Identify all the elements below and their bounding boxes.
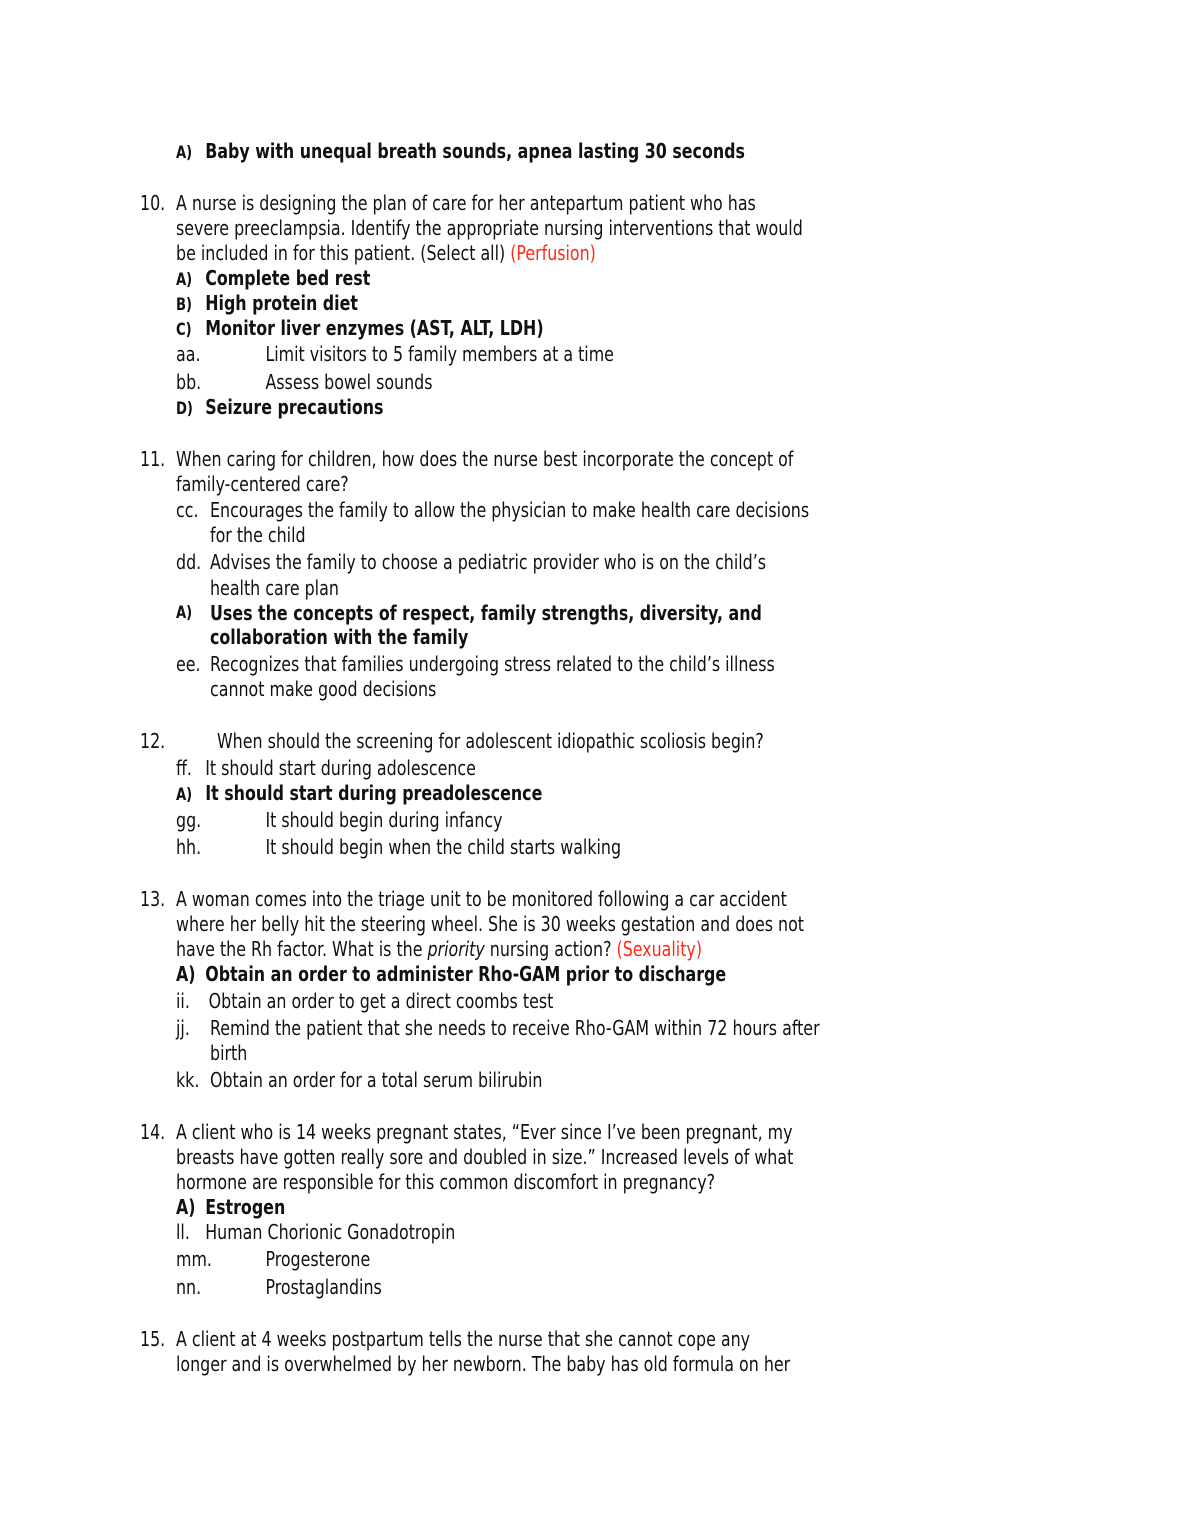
question-stem-line: A client at 4 weeks postpartum tells the nurse that she cannot cope any [176, 1327, 751, 1351]
option [176, 1220, 455, 1245]
option-marker: A) [176, 962, 196, 986]
option-marker: cc. [176, 498, 199, 522]
option-text-line: collaboration with the family [210, 625, 469, 649]
option-text: Limit visitors to 5 family members at a time [265, 342, 614, 366]
option-text-line: for the child [210, 523, 306, 547]
stem-text: have the Rh factor. What is the [176, 937, 428, 961]
option [176, 989, 553, 1014]
option-marker: hh. [176, 835, 202, 859]
option-text: Seizure precautions [205, 395, 384, 419]
option-marker: jj. [176, 1016, 190, 1040]
option-text-line: cannot make good decisions [210, 677, 437, 701]
option-marker: C) [176, 320, 192, 340]
option [176, 1247, 370, 1272]
question-stem-line: A client who is 14 weeks pregnant states, “Ever since I’ve been pregnant, my [176, 1120, 793, 1144]
option [176, 756, 476, 781]
option-text-line: health care plan [210, 576, 339, 600]
option-text: It should begin when the child starts walking [265, 835, 622, 859]
question-number: 15. [140, 1327, 166, 1351]
option [176, 835, 621, 860]
option-text: Assess bowel sounds [265, 370, 433, 394]
concept-tag: (Sexuality) [616, 937, 703, 961]
option-marker: ff. [176, 756, 192, 780]
option-marker: A) [176, 785, 193, 805]
option-correct [176, 395, 383, 422]
question-stem-line: hormone are responsible for this common discomfort in pregnancy? [176, 1170, 716, 1194]
option-marker: D) [176, 399, 193, 419]
option-correct [176, 962, 726, 987]
question-stem-line: A woman comes into the triage unit to be monitored following a car accident [176, 887, 787, 911]
option-text: It should begin during infancy [265, 808, 503, 832]
question-stem-line [176, 241, 596, 266]
option-correct [176, 266, 370, 293]
option [176, 370, 433, 395]
option-marker: mm. [176, 1247, 212, 1271]
question-stem-line: A nurse is designing the plan of care for her antepartum patient who has [176, 191, 756, 215]
option-correct [176, 781, 542, 808]
question-stem-line: severe preeclampsia. Identify the appropriate nursing interventions that would [176, 216, 803, 240]
option-marker: A) [176, 270, 193, 290]
option-text-line: Obtain an order for a total serum bilirubin [210, 1068, 543, 1092]
question-stem-line: breasts have gotten really sore and doubled in size.” Increased levels of what [176, 1145, 794, 1169]
q9-correct-answer [176, 139, 745, 166]
option-text: Progesterone [265, 1247, 371, 1271]
option-text-line: Uses the concepts of respect, family strengths, diversity, and [210, 601, 762, 625]
option-marker: ll. [176, 1220, 190, 1244]
option-marker: dd. [176, 550, 202, 574]
option-marker: ii. [176, 989, 190, 1013]
question-stem-line: When should the screening for adolescent idiopathic scoliosis begin? [217, 729, 764, 753]
option-text: Estrogen [205, 1195, 286, 1219]
option-correct [176, 291, 358, 318]
option-text-line: Advises the family to choose a pediatric provider who is on the child’s [210, 550, 767, 574]
question-stem-line: where her belly hit the steering wheel. She is 30 weeks gestation and does not [176, 912, 805, 936]
question-number: 11. [140, 447, 166, 471]
question-number: 14. [140, 1120, 166, 1144]
option-correct [176, 316, 544, 343]
option-marker: gg. [176, 808, 202, 832]
option-marker: ee. [176, 652, 201, 676]
stem-text: nursing action? [484, 937, 612, 961]
option [176, 342, 614, 367]
question-stem-line: When caring for children, how does the nurse best incorporate the concept of [176, 447, 794, 471]
option-text: Baby with unequal breath sounds, apnea lasting 30 seconds [205, 139, 745, 163]
option-text: Complete bed rest [205, 266, 371, 290]
stem-text: be included in for this patient. (Select all) [176, 241, 506, 265]
question-stem-line [176, 937, 702, 962]
option-text-line: Remind the patient that she needs to receive Rho-GAM within 72 hours after [210, 1016, 820, 1040]
option-marker: nn. [176, 1275, 202, 1299]
question-number: 12. [140, 729, 166, 753]
option-text-line: Recognizes that families undergoing stress related to the child’s illness [210, 652, 775, 676]
option-marker: A) [176, 603, 193, 623]
option-text: Monitor liver enzymes (AST, ALT, LDH) [205, 316, 544, 340]
question-stem-line: longer and is overwhelmed by her newborn. The baby has old formula on her [176, 1352, 791, 1376]
option-marker: bb. [176, 370, 202, 394]
option-marker: A) [176, 1195, 196, 1219]
option-text: Obtain an order to administer Rho-GAM prior to discharge [205, 962, 727, 986]
question-number: 10. [140, 191, 166, 215]
option-marker: aa. [176, 342, 201, 366]
option-text: High protein diet [205, 291, 358, 315]
question-stem-line: family-centered care? [176, 472, 349, 496]
question-number: 13. [140, 887, 166, 911]
option-correct [176, 1195, 285, 1220]
option-text-line: Encourages the family to allow the physician to make health care decisions [210, 498, 810, 522]
option-text: Human Chorionic Gonadotropin [205, 1220, 456, 1244]
emphasis-text: priority [427, 937, 485, 961]
option-text: Obtain an order to get a direct coombs test [208, 989, 554, 1013]
option-marker: kk. [176, 1068, 200, 1092]
option-text-line: birth [210, 1041, 248, 1065]
concept-tag: (Perfusion) [510, 241, 596, 265]
option-marker: A) [176, 143, 193, 163]
option-text: It should start during adolescence [205, 756, 476, 780]
option-text: Prostaglandins [265, 1275, 382, 1299]
option-text: It should start during preadolescence [205, 781, 543, 805]
option [176, 808, 502, 833]
option-marker: B) [176, 295, 193, 315]
option [176, 1275, 382, 1300]
